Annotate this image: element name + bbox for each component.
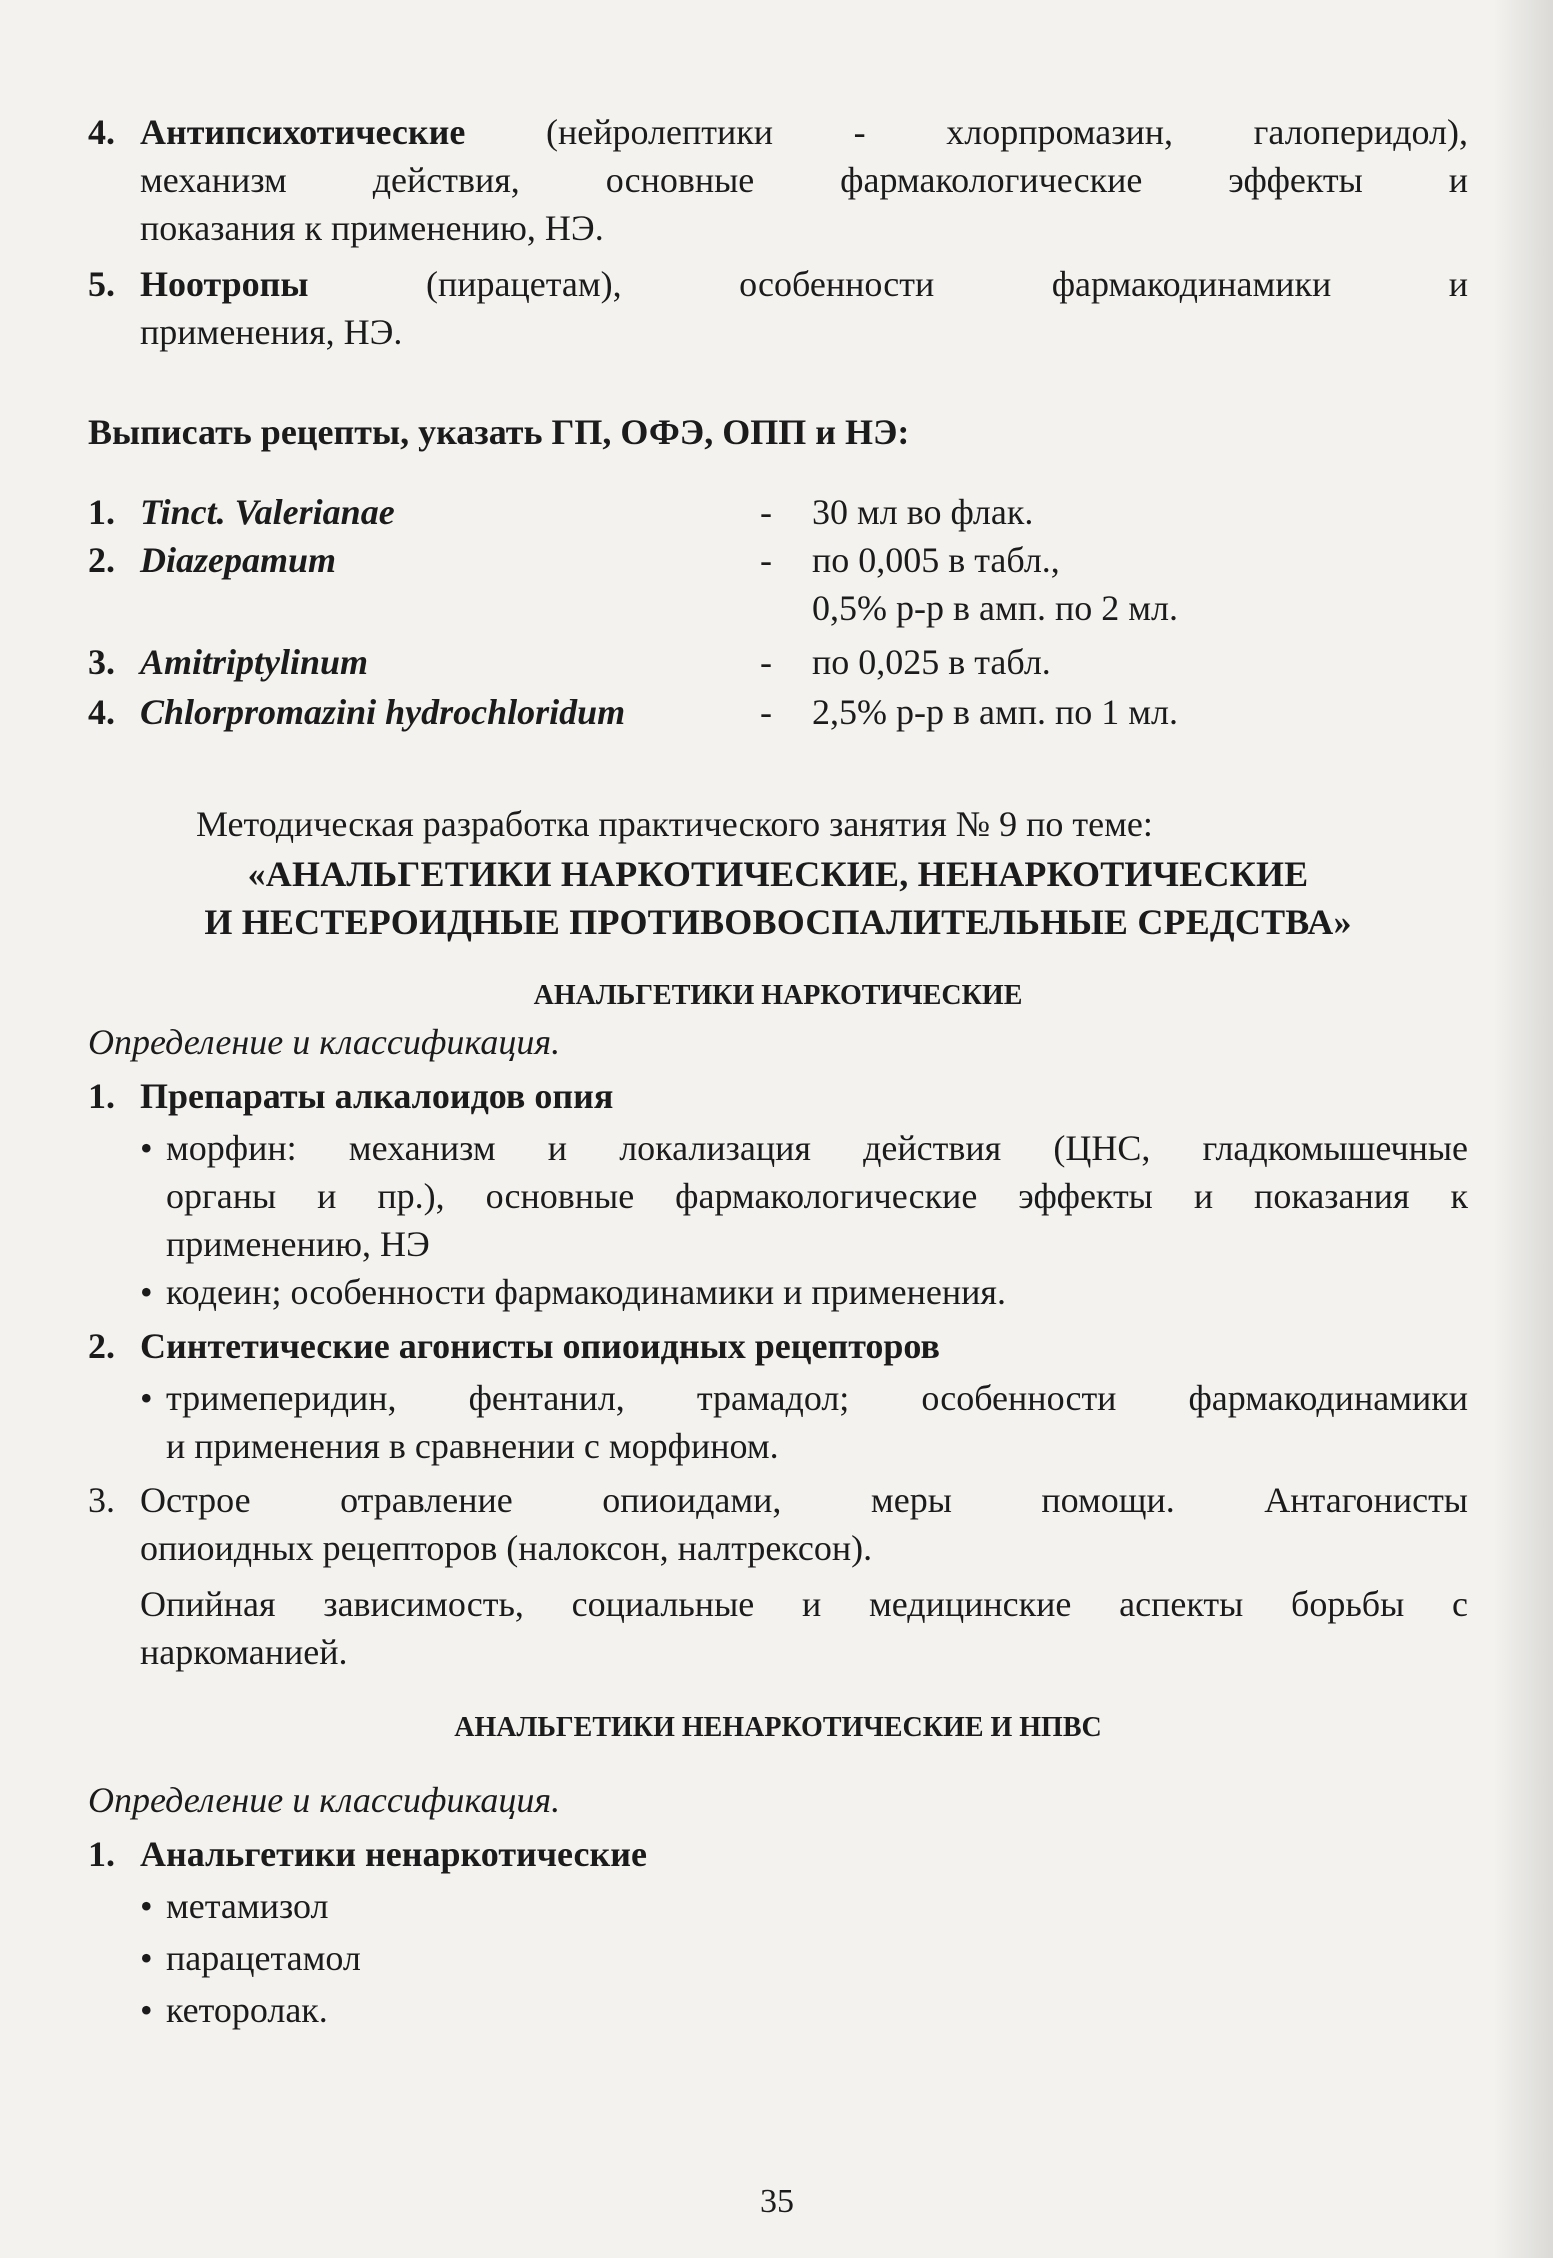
bullet-icon: • — [140, 1886, 153, 1926]
item-number: 5. — [88, 264, 115, 304]
list-item-nootropics — [88, 260, 1468, 308]
item-number: 1. — [88, 1076, 115, 1116]
rx-drug-name: Amitriptylinum — [140, 642, 369, 682]
rx-drug-name: Chlorpromazini hydrochloridum — [140, 692, 626, 732]
section-heading-nonnarcotic: АНАЛЬГЕТИКИ НЕНАРКОТИЧЕСКИЕ И НПВС — [454, 1712, 1102, 1743]
rx-number: 2. — [88, 540, 115, 580]
bullet-item — [140, 1986, 328, 2034]
page-edge-shadow — [1493, 0, 1553, 2258]
section-subtitle: Определение и классификация. — [88, 1022, 561, 1062]
item-title: Синтетические агонисты опиоидных рецепторов — [140, 1326, 940, 1366]
rx-dose: 2,5% р-р в амп. по 1 мл. — [812, 692, 1179, 732]
bullet-icon: • — [140, 1378, 153, 1418]
rx-heading: Выписать рецепты, указать ГП, ОФЭ, ОПП и НЭ: — [88, 412, 910, 452]
bullet-icon: • — [140, 1128, 153, 1168]
item-title: Антипсихотические — [140, 112, 466, 152]
item-title: Препараты алкалоидов опия — [140, 1076, 614, 1116]
rx-dose: 0,5% р-р в амп. по 2 мл. — [812, 588, 1179, 628]
item-text-line: показания к применению, НЭ. — [140, 208, 604, 248]
rx-row — [88, 638, 368, 686]
bullet-text: кеторолак. — [166, 1990, 328, 2030]
rx-dash: - — [760, 642, 772, 682]
item-title: Анальгетики ненаркотические — [140, 1834, 647, 1874]
bullet-icon: • — [140, 1272, 153, 1312]
bullet-text-line: и применения в сравнении с морфином. — [166, 1426, 779, 1466]
section-heading-narcotic: АНАЛЬГЕТИКИ НАРКОТИЧЕСКИЕ — [533, 980, 1023, 1011]
rx-row — [88, 688, 625, 736]
item-number: 4. — [88, 112, 115, 152]
item-number: 2. — [88, 1326, 115, 1366]
rx-dash: - — [760, 492, 772, 532]
item-title: Ноотропы — [140, 264, 309, 304]
rx-dose: 30 мл во флак. — [812, 492, 1034, 532]
section-item — [88, 1072, 613, 1120]
bullet-text: кодеин; особенности фармакодинамики и применения. — [166, 1272, 1006, 1312]
item-text: (пирацетам), особенности фармакодинамики и — [308, 264, 1468, 304]
section-item — [88, 1830, 647, 1878]
bullet-text: тримеперидин, фентанил, трамадол; особенности фармакодинамики — [166, 1378, 1468, 1418]
topic-title-line2: И НЕСТЕРОИДНЫЕ ПРОТИВОВОСПАЛИТЕЛЬНЫЕ СРЕДСТВА» — [204, 902, 1352, 942]
rx-drug-name: Diazepamum — [140, 540, 337, 580]
rx-dash: - — [760, 540, 772, 580]
item-text-line: применения, НЭ. — [140, 312, 403, 352]
section-item — [88, 1322, 940, 1370]
bullet-text: метамизол — [166, 1886, 329, 1926]
rx-number: 4. — [88, 692, 115, 732]
rx-dose: по 0,005 в табл., — [812, 540, 1060, 580]
item-number: 1. — [88, 1834, 115, 1874]
bullet-icon: • — [140, 1938, 153, 1978]
rx-dash: - — [760, 692, 772, 732]
item-text: (нейролептики - хлорпромазин, галоперидол), — [465, 112, 1468, 152]
bullet-text-line: органы и пр.), основные фармакологические эффекты и показания к — [166, 1176, 1468, 1216]
rx-number: 1. — [88, 492, 115, 532]
rx-number: 3. — [88, 642, 115, 682]
topic-title-line1: «АНАЛЬГЕТИКИ НАРКОТИЧЕСКИЕ, НЕНАРКОТИЧЕСКИЕ — [247, 854, 1309, 894]
method-line: Методическая разработка практического занятия № 9 по теме: — [196, 804, 1153, 844]
bullet-item — [140, 1934, 361, 1982]
section-item — [88, 1476, 1468, 1524]
rx-row — [88, 488, 395, 536]
section-subtitle: Определение и классификация. — [88, 1780, 561, 1820]
bullet-text-line: применению, НЭ — [166, 1224, 430, 1264]
bullet-item — [140, 1374, 1468, 1422]
rx-drug-name: Tinct. Valerianae — [140, 492, 395, 532]
list-item-antipsychotics — [88, 108, 1468, 156]
bullet-text: парацетамол — [166, 1938, 361, 1978]
bullet-icon: • — [140, 1990, 153, 2030]
item-text-line: Опийная зависимость, социальные и медицинские аспекты борьбы с — [140, 1584, 1468, 1624]
item-number: 3. — [88, 1480, 115, 1520]
bullet-item — [140, 1268, 1006, 1316]
bullet-item — [140, 1124, 1468, 1172]
rx-dose: по 0,025 в табл. — [812, 642, 1051, 682]
item-text: Острое отравление опиоидами, меры помощи. Антагонисты — [140, 1480, 1468, 1520]
page-number: 35 — [760, 2183, 794, 2220]
item-text-line: наркоманией. — [140, 1632, 348, 1672]
item-text-line: механизм действия, основные фармакологические эффекты и — [140, 160, 1468, 200]
rx-row — [88, 536, 336, 584]
item-text-line: опиоидных рецепторов (налоксон, налтрексон). — [140, 1528, 873, 1568]
bullet-item — [140, 1882, 328, 1930]
bullet-text: морфин: механизм и локализация действия (ЦНС, гладкомышечные — [166, 1128, 1468, 1168]
